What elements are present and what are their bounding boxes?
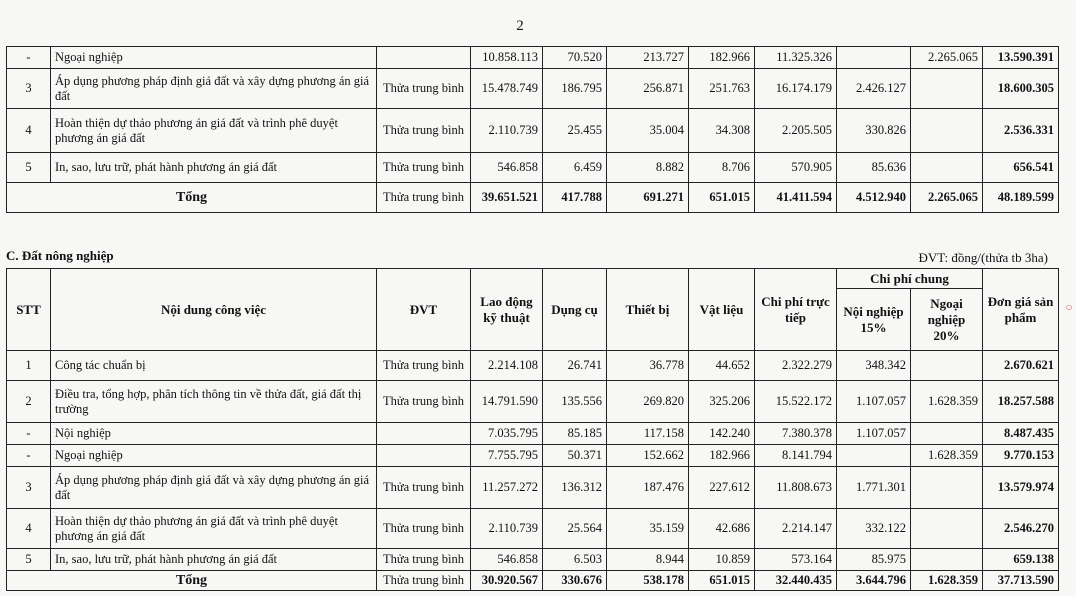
header-truc-tiep: Chi phí trực tiếp (755, 269, 837, 351)
total-trucTiep: 41.411.594 (755, 183, 837, 213)
cell-thiet: 256.871 (607, 69, 689, 109)
cell-stt: 3 (7, 467, 51, 509)
cell-noi (837, 445, 911, 467)
cell-stt: 5 (7, 153, 51, 183)
cell-lao: 546.858 (471, 549, 543, 571)
cell-noi: 332.122 (837, 509, 911, 549)
cell-content: In, sao, lưu trữ, phát hành phương án giá đất (51, 549, 377, 571)
cell-noi: 1.771.301 (837, 467, 911, 509)
cell-stt: - (7, 47, 51, 69)
cell-lao: 15.478.749 (471, 69, 543, 109)
total-thiet: 691.271 (607, 183, 689, 213)
total-ngoai: 1.628.359 (911, 571, 983, 591)
cell-ngoai: 1.628.359 (911, 381, 983, 423)
cell-thiet: 152.662 (607, 445, 689, 467)
cell-stt: 1 (7, 351, 51, 381)
cell-noi: 348.342 (837, 351, 911, 381)
cell-trucTiep: 573.164 (755, 549, 837, 571)
cell-ngoai (911, 153, 983, 183)
cell-trucTiep: 15.522.172 (755, 381, 837, 423)
total-unit: Thửa trung bình (377, 571, 471, 591)
cell-vat: 227.612 (689, 467, 755, 509)
cell-trucTiep: 11.325.326 (755, 47, 837, 69)
cell-don: 2.536.331 (983, 109, 1059, 153)
total-lao: 39.651.521 (471, 183, 543, 213)
cell-lao: 14.791.590 (471, 381, 543, 423)
cell-vat: 8.706 (689, 153, 755, 183)
table-row (7, 381, 1059, 423)
cell-dung: 6.503 (543, 549, 607, 571)
table-row (7, 467, 1059, 509)
cell-ngoai (911, 467, 983, 509)
cell-lao: 7.035.795 (471, 423, 543, 445)
cell-stt: - (7, 445, 51, 467)
cell-stt: 5 (7, 549, 51, 571)
cell-content: Ngoại nghiệp (51, 445, 377, 467)
agricultural-land-table (6, 268, 1059, 591)
cell-unit: Thửa trung bình (377, 509, 471, 549)
total-ngoai: 2.265.065 (911, 183, 983, 213)
cell-dung: 26.741 (543, 351, 607, 381)
header-content: Nội dung công việc (51, 269, 377, 351)
cell-unit: Thửa trung bình (377, 351, 471, 381)
cell-stt: 4 (7, 109, 51, 153)
table-row (7, 549, 1059, 571)
cell-trucTiep: 7.380.378 (755, 423, 837, 445)
cell-trucTiep: 16.174.179 (755, 69, 837, 109)
cell-content: In, sao, lưu trữ, phát hành phương án giá đất (51, 153, 377, 183)
cell-noi: 1.107.057 (837, 381, 911, 423)
cell-content: Áp dụng phương pháp định giá đất và xây dựng phương án giá đất (51, 467, 377, 509)
cell-thiet: 117.158 (607, 423, 689, 445)
cell-noi (837, 47, 911, 69)
cell-don: 8.487.435 (983, 423, 1059, 445)
cell-dung: 186.795 (543, 69, 607, 109)
total-label: Tổng (7, 571, 377, 591)
cell-unit: Thửa trung bình (377, 381, 471, 423)
cell-ngoai: 2.265.065 (911, 47, 983, 69)
cell-thiet: 187.476 (607, 467, 689, 509)
cell-don: 2.546.270 (983, 509, 1059, 549)
total-don: 48.189.599 (983, 183, 1059, 213)
total-trucTiep: 32.440.435 (755, 571, 837, 591)
cell-don: 2.670.621 (983, 351, 1059, 381)
cell-thiet: 36.778 (607, 351, 689, 381)
total-lao: 30.920.567 (471, 571, 543, 591)
cell-unit: Thửa trung bình (377, 467, 471, 509)
total-row (7, 183, 1059, 213)
cell-lao: 11.257.272 (471, 467, 543, 509)
header-unit: ĐVT (377, 269, 471, 351)
cell-content: Hoàn thiện dự thảo phương án giá đất và trình phê duyệt phương án giá đất (51, 109, 377, 153)
cell-lao: 2.110.739 (471, 109, 543, 153)
cell-ngoai (911, 423, 983, 445)
cell-don: 18.257.588 (983, 381, 1059, 423)
cell-thiet: 35.004 (607, 109, 689, 153)
cell-vat: 182.966 (689, 47, 755, 69)
cell-noi: 85.975 (837, 549, 911, 571)
cell-content: Hoàn thiện dự thảo phương án giá đất và trình phê duyệt phương án giá đất (51, 509, 377, 549)
table-row (7, 351, 1059, 381)
total-dung: 330.676 (543, 571, 607, 591)
cell-vat: 10.859 (689, 549, 755, 571)
cell-unit: Thửa trung bình (377, 549, 471, 571)
cell-don: 13.590.391 (983, 47, 1059, 69)
cell-dung: 25.564 (543, 509, 607, 549)
cell-noi: 2.426.127 (837, 69, 911, 109)
table-row (7, 509, 1059, 549)
table-row (7, 445, 1059, 467)
cell-trucTiep: 2.322.279 (755, 351, 837, 381)
cell-stt: 3 (7, 69, 51, 109)
table-row (7, 47, 1059, 69)
cell-lao: 2.110.739 (471, 509, 543, 549)
cell-dung: 25.455 (543, 109, 607, 153)
cell-lao: 546.858 (471, 153, 543, 183)
cell-dung: 70.520 (543, 47, 607, 69)
cell-content: Điều tra, tổng hợp, phân tích thông tin về thửa đất, giá đất thị trường (51, 381, 377, 423)
cell-dung: 85.185 (543, 423, 607, 445)
cell-stt: 4 (7, 509, 51, 549)
cell-vat: 42.686 (689, 509, 755, 549)
cell-lao: 2.214.108 (471, 351, 543, 381)
total-vat: 651.015 (689, 571, 755, 591)
cell-noi: 1.107.057 (837, 423, 911, 445)
cell-unit: Thửa trung bình (377, 109, 471, 153)
header-ngoai: Ngoại nghiệp 20% (911, 289, 983, 351)
cell-vat: 34.308 (689, 109, 755, 153)
total-noi: 3.644.796 (837, 571, 911, 591)
total-thiet: 538.178 (607, 571, 689, 591)
stamp-mark: ○ (1062, 300, 1076, 314)
unit-note: ĐVT: đồng/(thửa tb 3ha) (918, 250, 1048, 265)
cell-trucTiep: 11.808.673 (755, 467, 837, 509)
cell-vat: 325.206 (689, 381, 755, 423)
cell-content: Áp dụng phương pháp định giá đất và xây dựng phương án giá đất (51, 69, 377, 109)
cell-dung: 135.556 (543, 381, 607, 423)
cell-don: 18.600.305 (983, 69, 1059, 109)
table-row (7, 69, 1059, 109)
cell-don: 9.770.153 (983, 445, 1059, 467)
table-row (7, 109, 1059, 153)
header-vat: Vật liệu (689, 269, 755, 351)
cell-ngoai (911, 509, 983, 549)
total-row (7, 571, 1059, 591)
cell-dung: 50.371 (543, 445, 607, 467)
cell-ngoai: 1.628.359 (911, 445, 983, 467)
cell-thiet: 269.820 (607, 381, 689, 423)
total-don: 37.713.590 (983, 571, 1059, 591)
cell-unit (377, 47, 471, 69)
cell-unit: Thửa trung bình (377, 69, 471, 109)
cell-don: 13.579.974 (983, 467, 1059, 509)
header-dung: Dụng cụ (543, 269, 607, 351)
cell-thiet: 213.727 (607, 47, 689, 69)
table-continued (6, 46, 1059, 213)
cell-unit (377, 423, 471, 445)
cell-content: Ngoại nghiệp (51, 47, 377, 69)
header-lao: Lao động kỹ thuật (471, 269, 543, 351)
cell-ngoai (911, 69, 983, 109)
cell-thiet: 8.944 (607, 549, 689, 571)
cell-vat: 142.240 (689, 423, 755, 445)
table-row (7, 153, 1059, 183)
cell-trucTiep: 8.141.794 (755, 445, 837, 467)
table-row (7, 423, 1059, 445)
total-dung: 417.788 (543, 183, 607, 213)
header-thiet: Thiết bị (607, 269, 689, 351)
cell-ngoai (911, 109, 983, 153)
cell-dung: 136.312 (543, 467, 607, 509)
cell-ngoai (911, 351, 983, 381)
cell-stt: 2 (7, 381, 51, 423)
cell-unit (377, 445, 471, 467)
header-stt: STT (7, 269, 51, 351)
header-noi: Nội nghiệp 15% (837, 289, 911, 351)
cell-stt: - (7, 423, 51, 445)
total-vat: 651.015 (689, 183, 755, 213)
cell-trucTiep: 570.905 (755, 153, 837, 183)
total-unit: Thửa trung bình (377, 183, 471, 213)
cell-vat: 182.966 (689, 445, 755, 467)
cell-noi: 85.636 (837, 153, 911, 183)
cell-don: 656.541 (983, 153, 1059, 183)
header-don: Đơn giá sản phẩm (983, 269, 1059, 351)
cell-ngoai (911, 549, 983, 571)
header-chung: Chi phí chung (837, 269, 983, 289)
cell-thiet: 35.159 (607, 509, 689, 549)
cell-trucTiep: 2.205.505 (755, 109, 837, 153)
cell-lao: 7.755.795 (471, 445, 543, 467)
cell-vat: 251.763 (689, 69, 755, 109)
cell-content: Công tác chuẩn bị (51, 351, 377, 381)
page-number: 2 (516, 18, 524, 34)
cell-dung: 6.459 (543, 153, 607, 183)
section-title: C. Đất nông nghiệp (6, 248, 114, 263)
cell-content: Nội nghiệp (51, 423, 377, 445)
cell-thiet: 8.882 (607, 153, 689, 183)
cell-don: 659.138 (983, 549, 1059, 571)
cell-unit: Thửa trung bình (377, 153, 471, 183)
cell-lao: 10.858.113 (471, 47, 543, 69)
cell-trucTiep: 2.214.147 (755, 509, 837, 549)
total-noi: 4.512.940 (837, 183, 911, 213)
cell-noi: 330.826 (837, 109, 911, 153)
cell-vat: 44.652 (689, 351, 755, 381)
total-label: Tổng (7, 183, 377, 213)
